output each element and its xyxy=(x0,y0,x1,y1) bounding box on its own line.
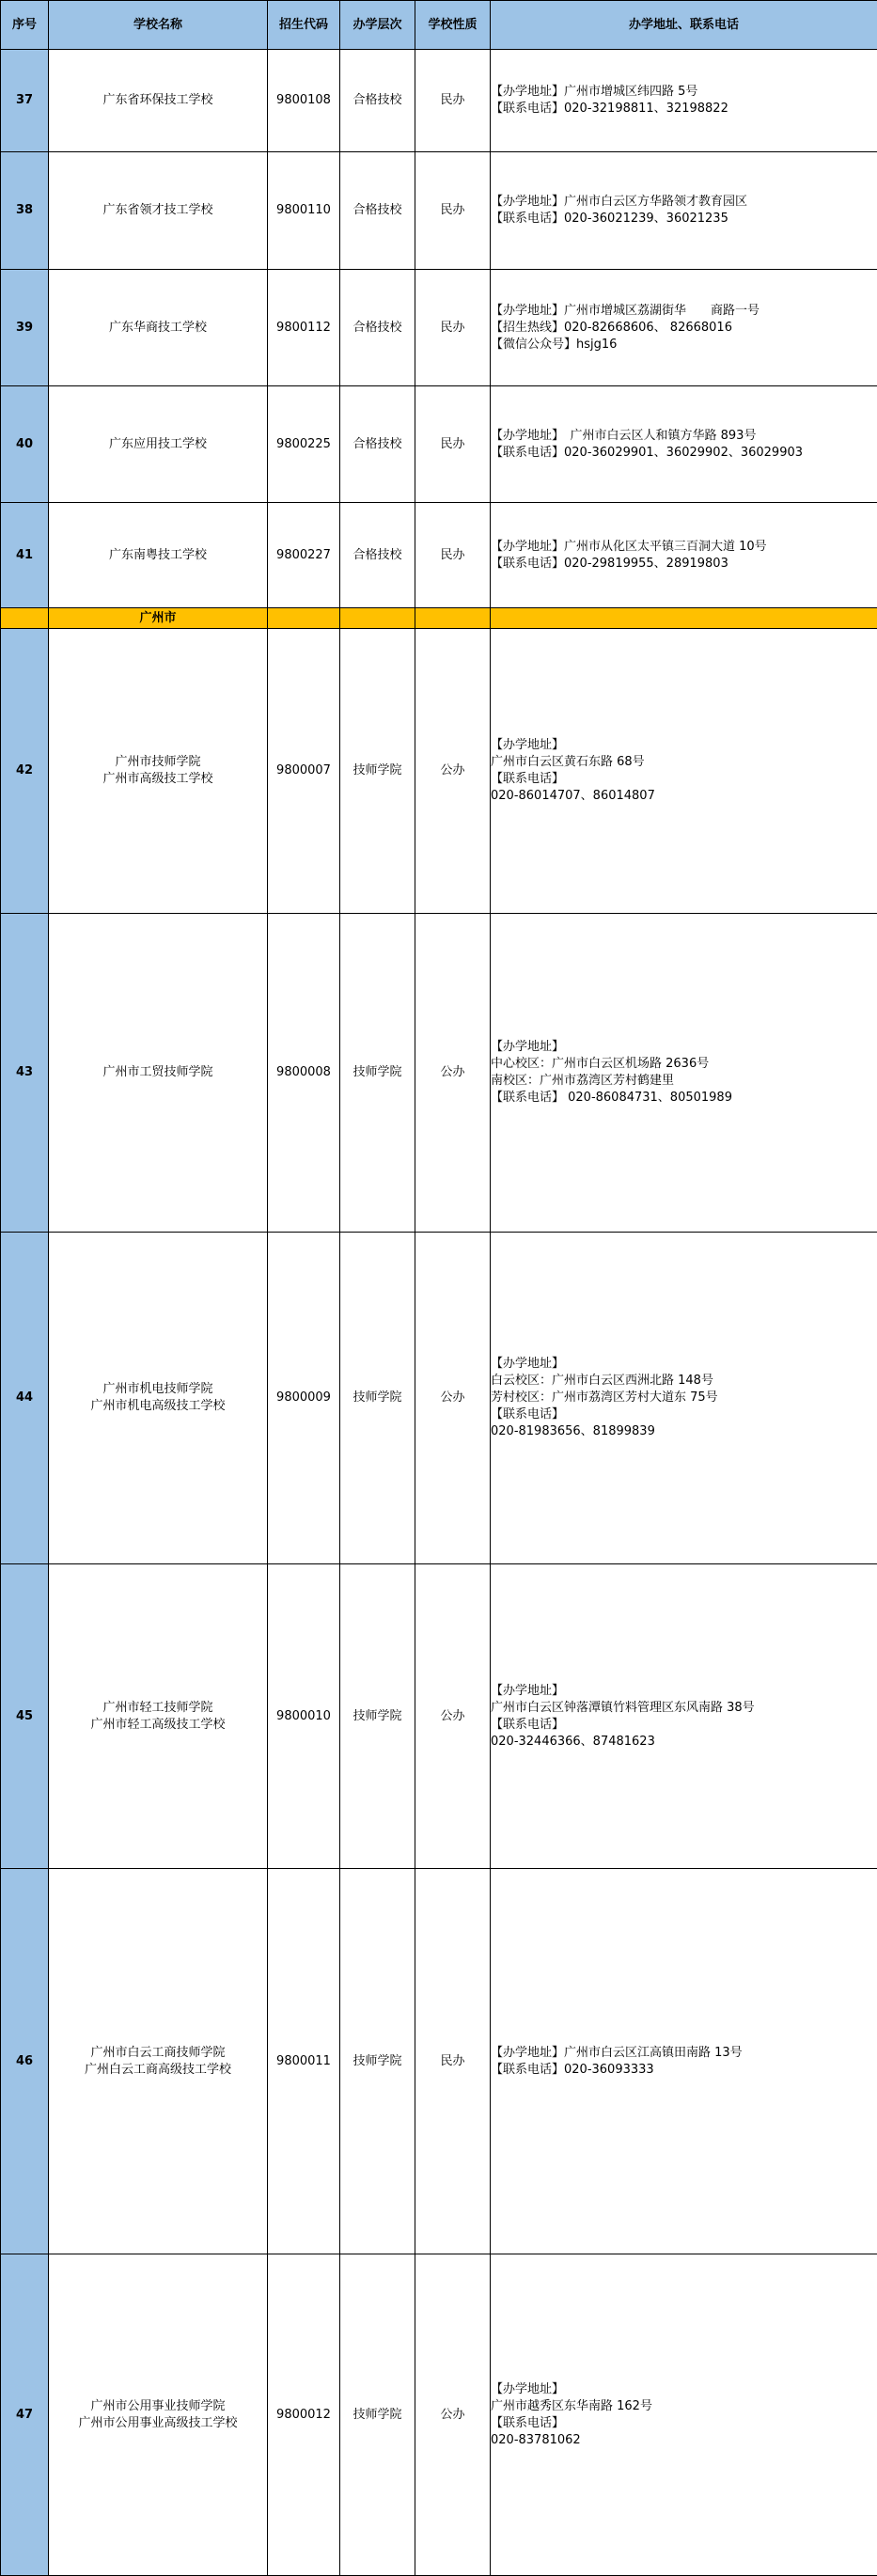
school-level: 合格技校 xyxy=(340,270,415,386)
school-name: 广东华商技工学校 xyxy=(49,320,267,337)
table-row xyxy=(1,1564,877,1869)
row-number: 40 xyxy=(1,386,49,503)
contact-line: 南校区：广州市荔湾区芳村鹤建里 xyxy=(491,1073,877,1090)
school-name-cell xyxy=(49,914,268,1233)
school-name-cell xyxy=(49,50,268,152)
school-type: 民办 xyxy=(415,270,491,386)
school-name: 广州市机电技师学院 xyxy=(49,1381,267,1398)
region-row xyxy=(1,608,877,629)
contact-line: 【办学地址】 xyxy=(491,2381,877,2398)
enroll-code: 9800112 xyxy=(268,270,340,386)
table-row xyxy=(1,152,877,270)
contact-cell xyxy=(491,1233,877,1564)
header-no: 序号 xyxy=(1,1,49,50)
contact-cell xyxy=(491,50,877,152)
school-name: 广州市轻工技师学院 xyxy=(49,1700,267,1717)
school-name-cell xyxy=(49,386,268,503)
region-name: 广州市 xyxy=(49,608,268,629)
school-name-cell xyxy=(49,2254,268,2576)
school-type: 公办 xyxy=(415,914,491,1233)
contact-line: 【办学地址】广州市从化区太平镇三百洞大道 10号 xyxy=(491,539,877,556)
contact-line: 【招生热线】020-82668606、 82668016 xyxy=(491,320,877,337)
enroll-code: 9800227 xyxy=(268,503,340,608)
enroll-code: 9800010 xyxy=(268,1564,340,1869)
contact-line: 【微信公众号】hsjg16 xyxy=(491,337,877,353)
contact-cell xyxy=(491,629,877,914)
row-number: 45 xyxy=(1,1564,49,1869)
contact-line: 广州市白云区钟落潭镇竹料管理区东风南路 38号 xyxy=(491,1700,877,1717)
table-row xyxy=(1,1869,877,2254)
contact-line: 广州市白云区黄石东路 68号 xyxy=(491,754,877,771)
contact-line: 【联系电话】020-36029901、36029902、36029903 xyxy=(491,445,877,462)
school-level: 合格技校 xyxy=(340,152,415,270)
contact-line: 广州市越秀区东华南路 162号 xyxy=(491,2398,877,2415)
row-number: 37 xyxy=(1,50,49,152)
contact-line: 【联系电话】 xyxy=(491,1717,877,1734)
contact-cell xyxy=(491,386,877,503)
contact-line: 中心校区：广州市白云区机场路 2636号 xyxy=(491,1056,877,1073)
school-name: 广东省领才技工学校 xyxy=(49,202,267,219)
contact-line: 【联系电话】020-29819955、28919803 xyxy=(491,556,877,573)
school-type: 民办 xyxy=(415,386,491,503)
contact-line: 【办学地址】 xyxy=(491,1356,877,1373)
enroll-code: 9800008 xyxy=(268,914,340,1233)
school-type: 民办 xyxy=(415,1869,491,2254)
contact-line: 020-81983656、81899839 xyxy=(491,1423,877,1440)
row-number: 38 xyxy=(1,152,49,270)
row-number: 41 xyxy=(1,503,49,608)
contact-cell xyxy=(491,152,877,270)
school-level: 技师学院 xyxy=(340,914,415,1233)
contact-cell xyxy=(491,1869,877,2254)
school-name: 广东省环保技工学校 xyxy=(49,92,267,109)
school-name: 广州市轻工高级技工学校 xyxy=(49,1717,267,1734)
enroll-code: 9800110 xyxy=(268,152,340,270)
contact-line: 【联系电话】020-36093333 xyxy=(491,2062,877,2079)
table-row xyxy=(1,503,877,608)
enroll-code: 9800011 xyxy=(268,1869,340,2254)
school-name: 广州市公用事业高级技工学校 xyxy=(49,2415,267,2432)
school-name: 广州市机电高级技工学校 xyxy=(49,1398,267,1415)
school-level: 技师学院 xyxy=(340,1869,415,2254)
region-no-cell xyxy=(1,608,49,629)
school-type: 公办 xyxy=(415,1564,491,1869)
contact-line: 【办学地址】广州市白云区方华路领才教育园区 xyxy=(491,194,877,211)
school-name-cell xyxy=(49,503,268,608)
school-name: 广州市白云工商技师学院 xyxy=(49,2045,267,2062)
row-number: 44 xyxy=(1,1233,49,1564)
school-type: 公办 xyxy=(415,629,491,914)
row-number: 43 xyxy=(1,914,49,1233)
contact-line: 【办学地址】 广州市白云区人和镇方华路 893号 xyxy=(491,428,877,445)
enroll-code: 9800225 xyxy=(268,386,340,503)
school-level: 技师学院 xyxy=(340,1564,415,1869)
school-name-cell xyxy=(49,152,268,270)
contact-cell xyxy=(491,2254,877,2576)
school-level: 合格技校 xyxy=(340,50,415,152)
contact-line: 【办学地址】 xyxy=(491,1683,877,1700)
header-type: 学校性质 xyxy=(415,1,491,50)
header-contact: 办学地址、联系电话 xyxy=(491,1,877,50)
school-name: 广东南粤技工学校 xyxy=(49,547,267,564)
school-type: 民办 xyxy=(415,503,491,608)
school-name: 广州白云工商高级技工学校 xyxy=(49,2062,267,2079)
school-level: 技师学院 xyxy=(340,629,415,914)
enroll-code: 9800012 xyxy=(268,2254,340,2576)
header-level: 办学层次 xyxy=(340,1,415,50)
contact-cell xyxy=(491,270,877,386)
contact-line: 【联系电话】 020-86084731、80501989 xyxy=(491,1090,877,1107)
school-name-cell xyxy=(49,1564,268,1869)
school-name: 广州市公用事业技师学院 xyxy=(49,2398,267,2415)
school-name-cell xyxy=(49,270,268,386)
region-cell xyxy=(340,608,415,629)
header-code: 招生代码 xyxy=(268,1,340,50)
contact-cell xyxy=(491,914,877,1233)
region-cell xyxy=(415,608,491,629)
contact-cell xyxy=(491,503,877,608)
school-level: 技师学院 xyxy=(340,1233,415,1564)
contact-line: 【办学地址】广州市白云区江高镇田南路 13号 xyxy=(491,2045,877,2062)
school-level: 合格技校 xyxy=(340,503,415,608)
school-name-cell xyxy=(49,1869,268,2254)
contact-line: 【联系电话】 xyxy=(491,771,877,788)
contact-line: 【办学地址】 xyxy=(491,1039,877,1056)
table-row xyxy=(1,1233,877,1564)
contact-line: 【办学地址】广州市增城区纬四路 5号 xyxy=(491,84,877,101)
header-name: 学校名称 xyxy=(49,1,268,50)
table-row xyxy=(1,914,877,1233)
table-row xyxy=(1,50,877,152)
table-row xyxy=(1,629,877,914)
school-type: 公办 xyxy=(415,2254,491,2576)
table-row xyxy=(1,386,877,503)
table-row xyxy=(1,270,877,386)
school-name: 广东应用技工学校 xyxy=(49,436,267,453)
contact-line: 【联系电话】 xyxy=(491,2415,877,2432)
contact-line: 020-32446366、87481623 xyxy=(491,1734,877,1751)
contact-line: 白云校区：广州市白云区西洲北路 148号 xyxy=(491,1373,877,1390)
enroll-code: 9800108 xyxy=(268,50,340,152)
enroll-code: 9800007 xyxy=(268,629,340,914)
school-type: 公办 xyxy=(415,1233,491,1564)
region-cell xyxy=(268,608,340,629)
contact-line: 【联系电话】020-36021239、36021235 xyxy=(491,211,877,228)
contact-line: 【联系电话】 xyxy=(491,1406,877,1423)
row-number: 39 xyxy=(1,270,49,386)
school-type: 民办 xyxy=(415,152,491,270)
contact-line: 【办学地址】 xyxy=(491,737,877,754)
school-name: 广州市高级技工学校 xyxy=(49,771,267,788)
row-number: 42 xyxy=(1,629,49,914)
contact-line: 【联系电话】020-32198811、32198822 xyxy=(491,101,877,118)
contact-line: 020-83781062 xyxy=(491,2432,877,2449)
school-type: 民办 xyxy=(415,50,491,152)
school-name-cell xyxy=(49,629,268,914)
enroll-code: 9800009 xyxy=(268,1233,340,1564)
contact-cell xyxy=(491,1564,877,1869)
region-cell xyxy=(491,608,877,629)
school-level: 合格技校 xyxy=(340,386,415,503)
school-name-cell xyxy=(49,1233,268,1564)
contact-line: 芳村校区：广州市荔湾区芳村大道东 75号 xyxy=(491,1390,877,1406)
school-name: 广州市技师学院 xyxy=(49,754,267,771)
header-row xyxy=(1,1,877,50)
table-row xyxy=(1,2254,877,2576)
contact-line: 【办学地址】广州市增城区荔湖街华 商路一号 xyxy=(491,303,877,320)
row-number: 47 xyxy=(1,2254,49,2576)
school-name: 广州市工贸技师学院 xyxy=(49,1064,267,1081)
row-number: 46 xyxy=(1,1869,49,2254)
school-level: 技师学院 xyxy=(340,2254,415,2576)
contact-line: 020-86014707、86014807 xyxy=(491,788,877,805)
